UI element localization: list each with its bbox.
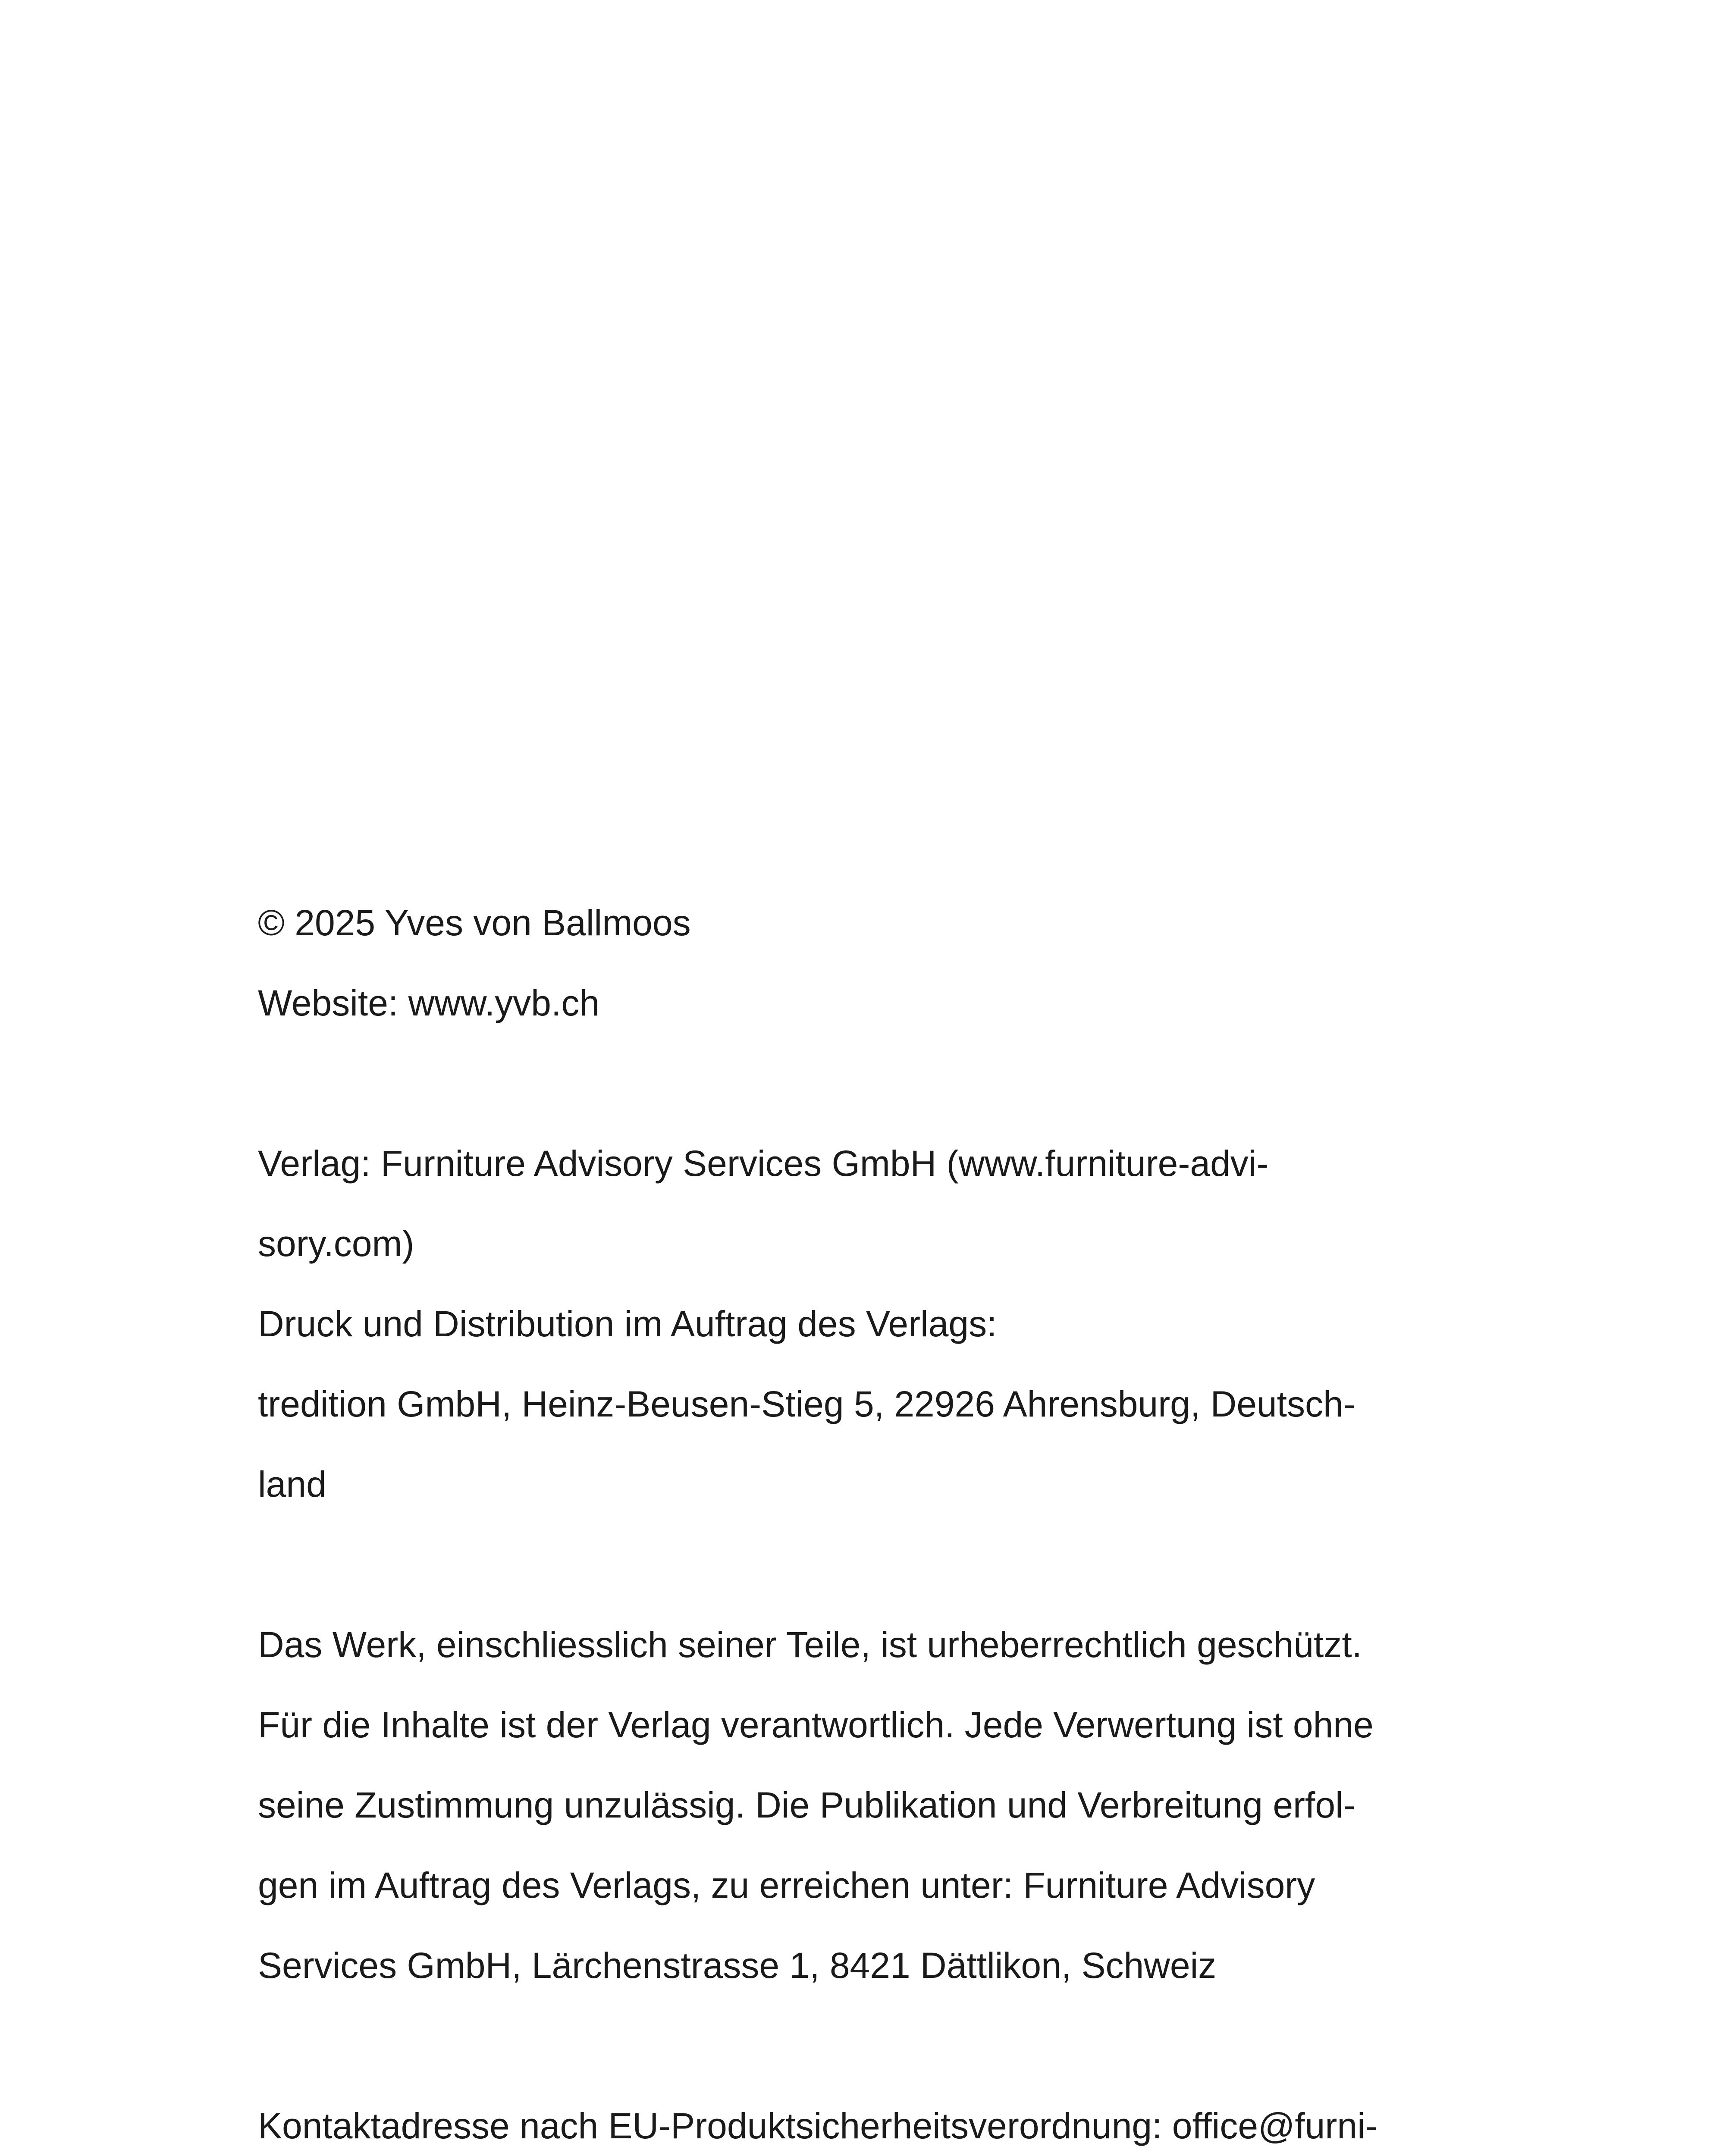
rights-line: Für die Inhalte ist der Verlag verantwortlich. Jede Verwertung ist ohne bbox=[258, 1705, 1374, 1745]
printer-address-line: land bbox=[258, 1464, 326, 1504]
rights-line: Das Werk, einschliesslich seiner Teile, ist urheberrechtlich geschützt. bbox=[258, 1624, 1362, 1665]
rights-line: Services GmbH, Lärchenstrasse 1, 8421 Dättlikon, Schweiz bbox=[258, 1945, 1217, 1986]
contact-line: Kontaktadresse nach EU-Produktsicherheitsverordnung: office@furni- bbox=[258, 2106, 1377, 2146]
rights-line: gen im Auftrag des Verlags, zu erreichen unter: Furniture Advisory bbox=[258, 1865, 1315, 1905]
website-line: Website: www.yvb.ch bbox=[258, 983, 600, 1023]
paragraph-gap bbox=[258, 1043, 1552, 1123]
publisher-line: Verlag: Furniture Advisory Services GmbH (www.furniture-advi- bbox=[258, 1143, 1269, 1184]
paragraph-gap bbox=[258, 2006, 1552, 2086]
copyright-line: © 2025 Yves von Ballmoos bbox=[258, 903, 691, 943]
imprint-block bbox=[258, 883, 1552, 2156]
rights-line: seine Zustimmung unzulässig. Die Publikation und Verbreitung erfol- bbox=[258, 1785, 1355, 1825]
publisher-line: sory.com) bbox=[258, 1223, 414, 1264]
paragraph-gap bbox=[258, 1524, 1552, 1604]
print-distribution-line: Druck und Distribution im Auftrag des Verlags: bbox=[258, 1304, 997, 1344]
printer-address-line: tredition GmbH, Heinz-Beusen-Stieg 5, 22926 Ahrensburg, Deutsch- bbox=[258, 1384, 1355, 1424]
